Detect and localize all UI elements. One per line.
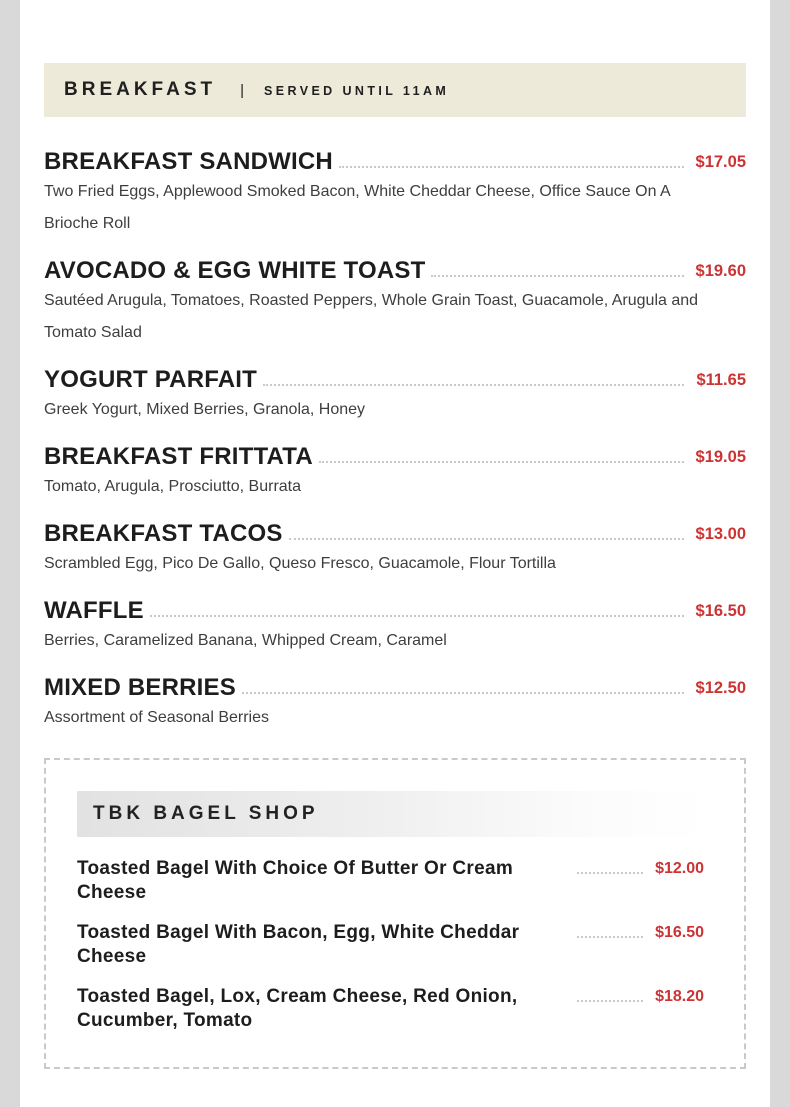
item-name: BREAKFAST TACOS (44, 520, 283, 547)
item-price: $13.00 (695, 525, 746, 543)
bagel-shop-title: TBK BAGEL SHOP (93, 803, 319, 824)
menu-item (44, 444, 746, 503)
menu-item (44, 521, 746, 580)
menu-item-row (44, 258, 746, 283)
item-name: AVOCADO & EGG WHITE TOAST (44, 257, 426, 284)
item-price: $18.20 (655, 988, 704, 1005)
item-name: Toasted Bagel With Bacon, Egg, White Cheddar Cheese (77, 922, 520, 967)
item-description: Sautéed Arugula, Tomatoes, Roasted Peppers, Whole Grain Toast, Guacamole, Arugula and Tomato Salad (44, 292, 699, 341)
menu-item (44, 675, 746, 734)
dotted-leader (150, 615, 684, 617)
item-name: BREAKFAST SANDWICH (44, 148, 333, 175)
item-price: $19.60 (695, 262, 746, 280)
item-description: Tomato, Arugula, Prosciutto, Burrata (44, 478, 302, 495)
item-name: BREAKFAST FRITTATA (44, 443, 313, 470)
menu-item-row (44, 598, 746, 623)
dotted-leader (263, 384, 684, 386)
item-description: Assortment of Seasonal Berries (44, 709, 269, 726)
bagel-shop-box (44, 758, 746, 1069)
breakfast-section-header (44, 63, 746, 117)
dotted-leader (319, 461, 684, 463)
dotted-leader (577, 1000, 643, 1002)
bagel-item (77, 857, 704, 905)
bagel-shop-header (77, 791, 704, 837)
item-name: YOGURT PARFAIT (44, 366, 258, 393)
menu-item (44, 367, 746, 426)
section-title: BREAKFAST (64, 79, 217, 100)
item-price: $11.65 (696, 371, 746, 389)
item-name: MIXED BERRIES (44, 674, 236, 701)
menu-item-row (44, 521, 746, 546)
dotted-leader (242, 692, 684, 694)
item-description: Berries, Caramelized Banana, Whipped Cream, Caramel (44, 632, 447, 649)
dotted-leader (289, 538, 684, 540)
item-name: WAFFLE (44, 597, 144, 624)
menu-item-list (44, 149, 746, 734)
item-price: $12.50 (695, 679, 746, 697)
menu-item-row (44, 675, 746, 700)
menu-item (44, 258, 746, 349)
dotted-leader (431, 275, 683, 277)
item-description: Two Fried Eggs, Applewood Smoked Bacon, White Cheddar Cheese, Office Sauce On A Brioche Roll (44, 183, 670, 232)
menu-item (44, 598, 746, 657)
bagel-item (77, 985, 704, 1033)
item-price: $16.50 (695, 602, 746, 620)
bagel-item (77, 921, 704, 969)
dotted-leader (577, 936, 643, 938)
menu-item-row (44, 444, 746, 469)
item-description: Greek Yogurt, Mixed Berries, Granola, Honey (44, 401, 366, 418)
section-divider: | (240, 81, 245, 99)
item-name: Toasted Bagel, Lox, Cream Cheese, Red Onion, Cucumber, Tomato (77, 986, 518, 1031)
menu-page (20, 0, 770, 1107)
item-price: $19.05 (695, 448, 746, 466)
dotted-leader (577, 872, 643, 874)
menu-item (44, 149, 746, 240)
item-price: $17.05 (695, 153, 746, 171)
item-name: Toasted Bagel With Choice Of Butter Or Cream Cheese (77, 858, 514, 903)
menu-item-row (44, 367, 746, 392)
item-description: Scrambled Egg, Pico De Gallo, Queso Fresco, Guacamole, Flour Tortilla (44, 555, 556, 572)
dotted-leader (339, 166, 684, 168)
item-price: $12.00 (655, 860, 704, 877)
menu-item-row (44, 149, 746, 174)
section-subtitle: SERVED UNTIL 11AM (264, 84, 450, 98)
item-price: $16.50 (655, 924, 704, 941)
